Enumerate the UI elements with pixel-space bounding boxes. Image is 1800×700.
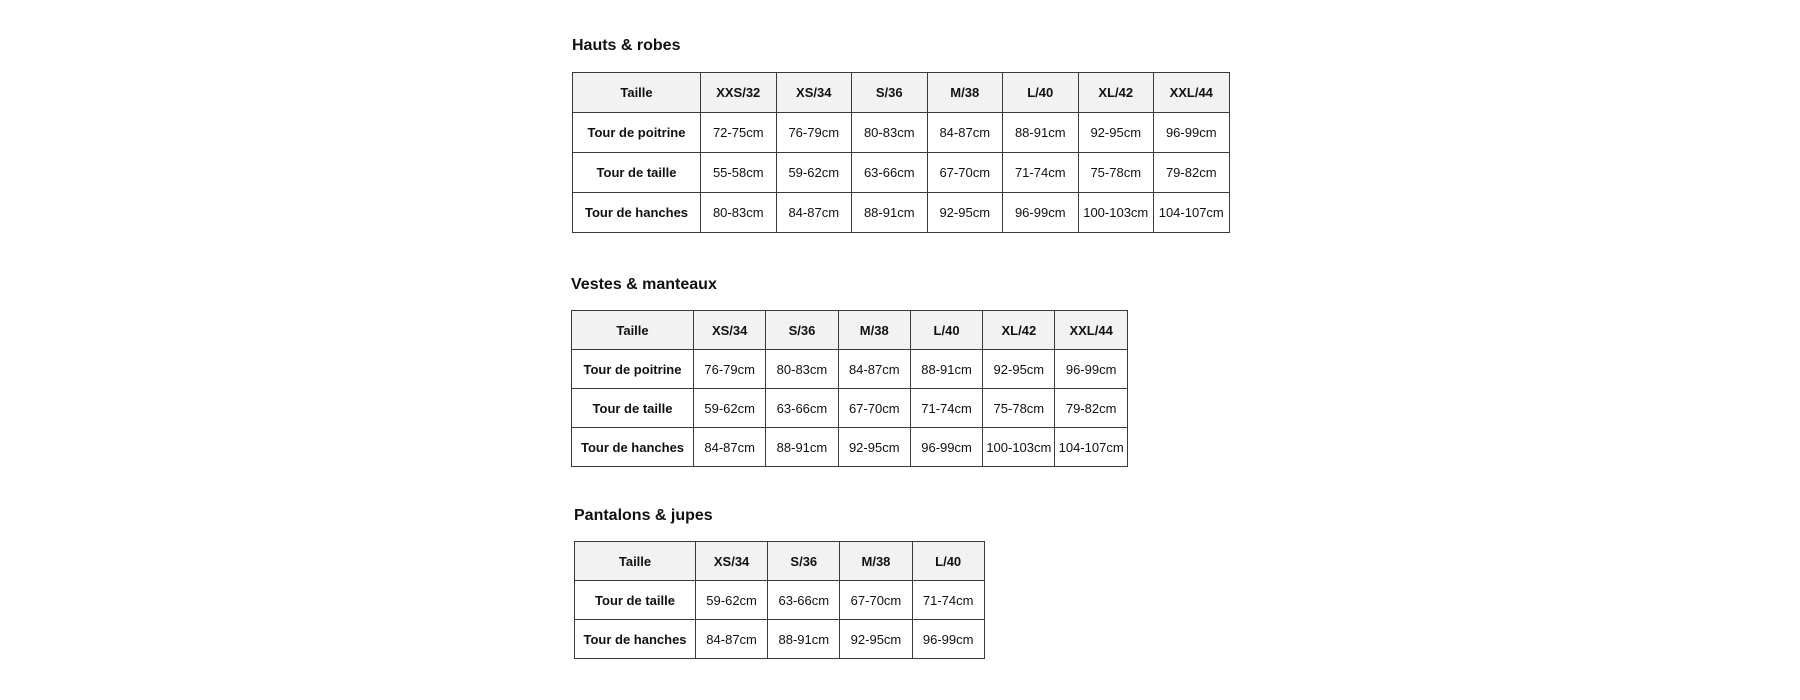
- measurement-cell: 92-95cm: [983, 350, 1055, 389]
- measurement-cell: 79-82cm: [1055, 389, 1127, 428]
- size-header-cell: XS/34: [776, 73, 852, 113]
- row-label: Tour de poitrine: [572, 350, 694, 389]
- measurement-cell: 104-107cm: [1055, 428, 1127, 467]
- measurement-cell: 67-70cm: [840, 581, 912, 620]
- measurement-cell: 71-74cm: [1003, 153, 1079, 193]
- measurement-cell: 96-99cm: [912, 620, 984, 659]
- row-label: Tour de taille: [572, 389, 694, 428]
- size-header-cell: XS/34: [694, 311, 766, 350]
- size-header-cell: XL/42: [983, 311, 1055, 350]
- row-label: Tour de taille: [573, 153, 701, 193]
- measurement-cell: 80-83cm: [766, 350, 838, 389]
- measurement-cell: 92-95cm: [838, 428, 910, 467]
- measurement-cell: 63-66cm: [768, 581, 840, 620]
- size-header-cell: S/36: [766, 311, 838, 350]
- measurement-cell: 67-70cm: [927, 153, 1003, 193]
- size-header-cell: S/36: [852, 73, 928, 113]
- table-row: [572, 350, 1128, 389]
- measurement-cell: 67-70cm: [838, 389, 910, 428]
- measurement-cell: 72-75cm: [701, 113, 777, 153]
- measurement-cell: 88-91cm: [768, 620, 840, 659]
- row-label: Tour de hanches: [575, 620, 696, 659]
- table-row: [572, 428, 1128, 467]
- measurement-cell: 84-87cm: [696, 620, 768, 659]
- table-row: [575, 620, 985, 659]
- size-header-cell: XXL/44: [1154, 73, 1230, 113]
- header-cell-taille: Taille: [572, 311, 694, 350]
- size-table-vestes-manteaux: [571, 310, 1128, 467]
- size-header-cell: XL/42: [1078, 73, 1154, 113]
- size-table-hauts-robes: [572, 72, 1230, 233]
- measurement-cell: 76-79cm: [776, 113, 852, 153]
- measurement-cell: 71-74cm: [910, 389, 982, 428]
- table-row: [572, 389, 1128, 428]
- row-label: Tour de poitrine: [573, 113, 701, 153]
- measurement-cell: 84-87cm: [694, 428, 766, 467]
- size-header-cell: XXL/44: [1055, 311, 1127, 350]
- size-header-cell: M/38: [840, 542, 912, 581]
- row-label: Tour de hanches: [572, 428, 694, 467]
- measurement-cell: 84-87cm: [776, 193, 852, 233]
- size-header-cell: L/40: [912, 542, 984, 581]
- table-header-row: [573, 73, 1230, 113]
- size-header-cell: M/38: [927, 73, 1003, 113]
- row-label: Tour de taille: [575, 581, 696, 620]
- table-row: [575, 581, 985, 620]
- table-row: [573, 153, 1230, 193]
- measurement-cell: 59-62cm: [776, 153, 852, 193]
- section-title-vestes-manteaux: Vestes & manteaux: [571, 276, 717, 293]
- measurement-cell: 59-62cm: [696, 581, 768, 620]
- size-table-pantalons-jupes: [574, 541, 985, 659]
- measurement-cell: 96-99cm: [1003, 193, 1079, 233]
- header-cell-taille: Taille: [573, 73, 701, 113]
- measurement-cell: 88-91cm: [766, 428, 838, 467]
- row-label: Tour de hanches: [573, 193, 701, 233]
- section-title-hauts-robes: Hauts & robes: [572, 37, 681, 54]
- table-header-row: [575, 542, 985, 581]
- measurement-cell: 88-91cm: [1003, 113, 1079, 153]
- size-header-cell: M/38: [838, 311, 910, 350]
- measurement-cell: 96-99cm: [1154, 113, 1230, 153]
- measurement-cell: 55-58cm: [701, 153, 777, 193]
- section-title-pantalons-jupes: Pantalons & jupes: [574, 507, 713, 524]
- measurement-cell: 63-66cm: [852, 153, 928, 193]
- measurement-cell: 96-99cm: [1055, 350, 1127, 389]
- measurement-cell: 92-95cm: [927, 193, 1003, 233]
- measurement-cell: 84-87cm: [927, 113, 1003, 153]
- measurement-cell: 79-82cm: [1154, 153, 1230, 193]
- table-row: [573, 193, 1230, 233]
- measurement-cell: 76-79cm: [694, 350, 766, 389]
- measurement-cell: 75-78cm: [1078, 153, 1154, 193]
- measurement-cell: 88-91cm: [910, 350, 982, 389]
- table-header-row: [572, 311, 1128, 350]
- header-cell-taille: Taille: [575, 542, 696, 581]
- measurement-cell: 84-87cm: [838, 350, 910, 389]
- measurement-cell: 80-83cm: [852, 113, 928, 153]
- measurement-cell: 92-95cm: [1078, 113, 1154, 153]
- measurement-cell: 80-83cm: [701, 193, 777, 233]
- size-header-cell: L/40: [910, 311, 982, 350]
- size-header-cell: XS/34: [696, 542, 768, 581]
- measurement-cell: 92-95cm: [840, 620, 912, 659]
- size-header-cell: S/36: [768, 542, 840, 581]
- measurement-cell: 104-107cm: [1154, 193, 1230, 233]
- measurement-cell: 88-91cm: [852, 193, 928, 233]
- measurement-cell: 59-62cm: [694, 389, 766, 428]
- size-header-cell: XXS/32: [701, 73, 777, 113]
- measurement-cell: 96-99cm: [910, 428, 982, 467]
- table-row: [573, 113, 1230, 153]
- measurement-cell: 75-78cm: [983, 389, 1055, 428]
- measurement-cell: 100-103cm: [983, 428, 1055, 467]
- measurement-cell: 100-103cm: [1078, 193, 1154, 233]
- measurement-cell: 63-66cm: [766, 389, 838, 428]
- size-header-cell: L/40: [1003, 73, 1079, 113]
- measurement-cell: 71-74cm: [912, 581, 984, 620]
